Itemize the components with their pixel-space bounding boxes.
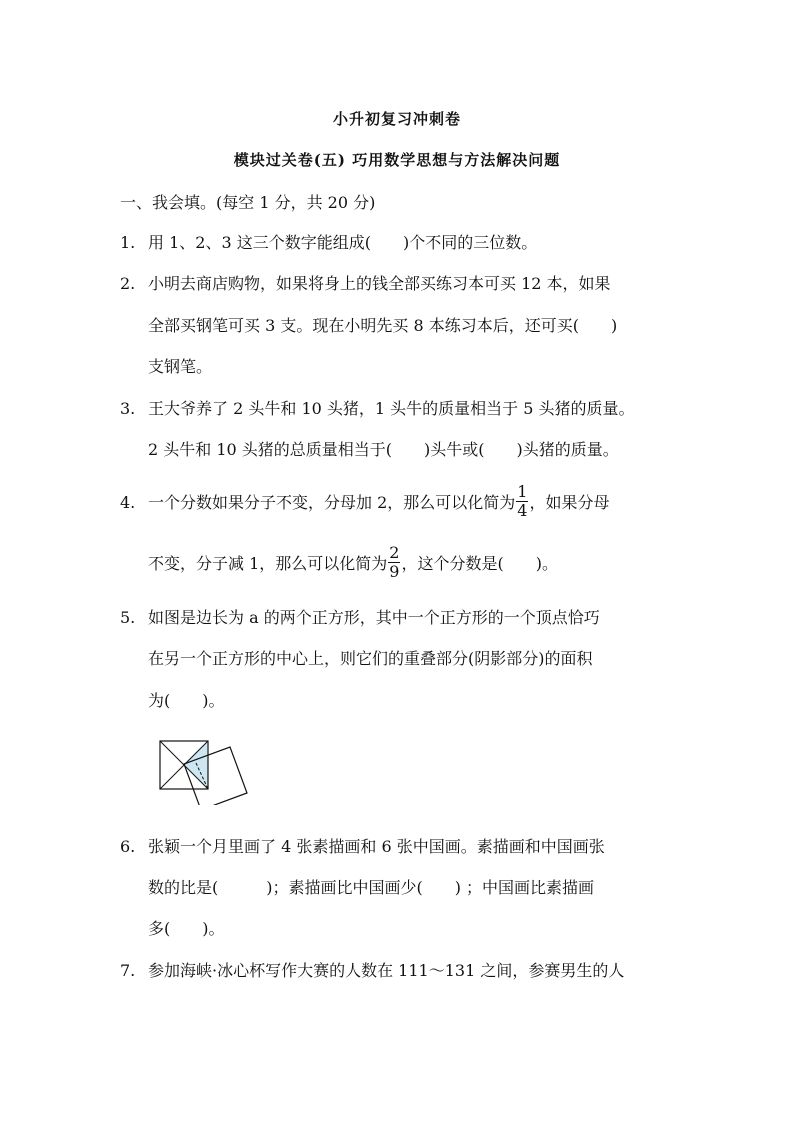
question-3: [120, 398, 680, 420]
question-5-line-3: 为( )。: [148, 691, 225, 710]
question-number: 6.: [120, 837, 136, 856]
question-4: [120, 483, 680, 523]
page-subtitle: 模块过关卷(五) 巧用数学思想与方法解决问题: [233, 151, 561, 169]
fraction-one-quarter: [516, 483, 528, 520]
fraction-denominator: 9: [389, 562, 400, 581]
question-text: ，这个分数是( )。: [401, 554, 558, 573]
question-2-line-3: 支钢笔。: [148, 357, 213, 376]
question-number: 1.: [120, 233, 136, 252]
overlapping-squares-figure: [140, 735, 260, 805]
fraction-numerator: 2: [389, 543, 400, 562]
question-number: 7.: [120, 961, 136, 980]
question-text: 王大爷养了 2 头牛和 10 头猪，1 头牛的质量相当于 5 头猪的质量。: [148, 399, 635, 418]
question-1: [120, 232, 680, 254]
question-6-line-2: 数的比是( )；素描画比中国画少( ) ；中国画比素描画: [148, 878, 595, 897]
question-text: 不变，分子减 1，那么可以化简为: [148, 554, 388, 573]
question-number: 5.: [120, 608, 136, 627]
question-text: ，如果分母: [529, 493, 610, 512]
question-2: [120, 273, 680, 295]
question-7: [120, 960, 680, 982]
question-number: 3.: [120, 399, 136, 418]
section-heading: 一、我会填。(每空 1 分，共 20 分): [120, 193, 376, 212]
question-number: 4.: [120, 493, 136, 512]
question-4-line-2: [148, 544, 680, 584]
question-5: [120, 607, 680, 629]
question-2-line-2: 全部买钢笔可买 3 支。现在小明先买 8 本练习本后，还可买( ): [148, 316, 618, 335]
question-3-line-2: 2 头牛和 10 头猪的总质量相当于( )头牛或( )头猪的质量。: [148, 440, 619, 459]
fraction-denominator: 4: [517, 501, 528, 520]
fraction-two-ninths: [388, 544, 400, 581]
question-6: [120, 836, 680, 858]
question-text: 如图是边长为 a 的两个正方形，其中一个正方形的一个顶点恰巧: [148, 608, 600, 627]
question-6-line-3: 多( )。: [148, 919, 225, 938]
question-text: 一个分数如果分子不变，分母加 2，那么可以化简为: [148, 493, 516, 512]
question-text: 张颖一个月里画了 4 张素描画和 6 张中国画。素描画和中国画张: [148, 837, 605, 856]
page-title: 小升初复习冲刺卷: [332, 110, 461, 128]
question-5-line-2: 在另一个正方形的中心上，则它们的重叠部分(阴影部分)的面积: [148, 649, 593, 668]
question-text: 用 1、2、3 这三个数字能组成( )个不同的三位数。: [148, 233, 538, 252]
question-text: 小明去商店购物，如果将身上的钱全部买练习本可买 12 本，如果: [148, 274, 611, 293]
question-number: 2.: [120, 274, 136, 293]
question-text: 参加海峡·冰心杯写作大赛的人数在 111～131 之间，参赛男生的人: [148, 961, 625, 980]
fraction-numerator: 1: [517, 482, 528, 501]
